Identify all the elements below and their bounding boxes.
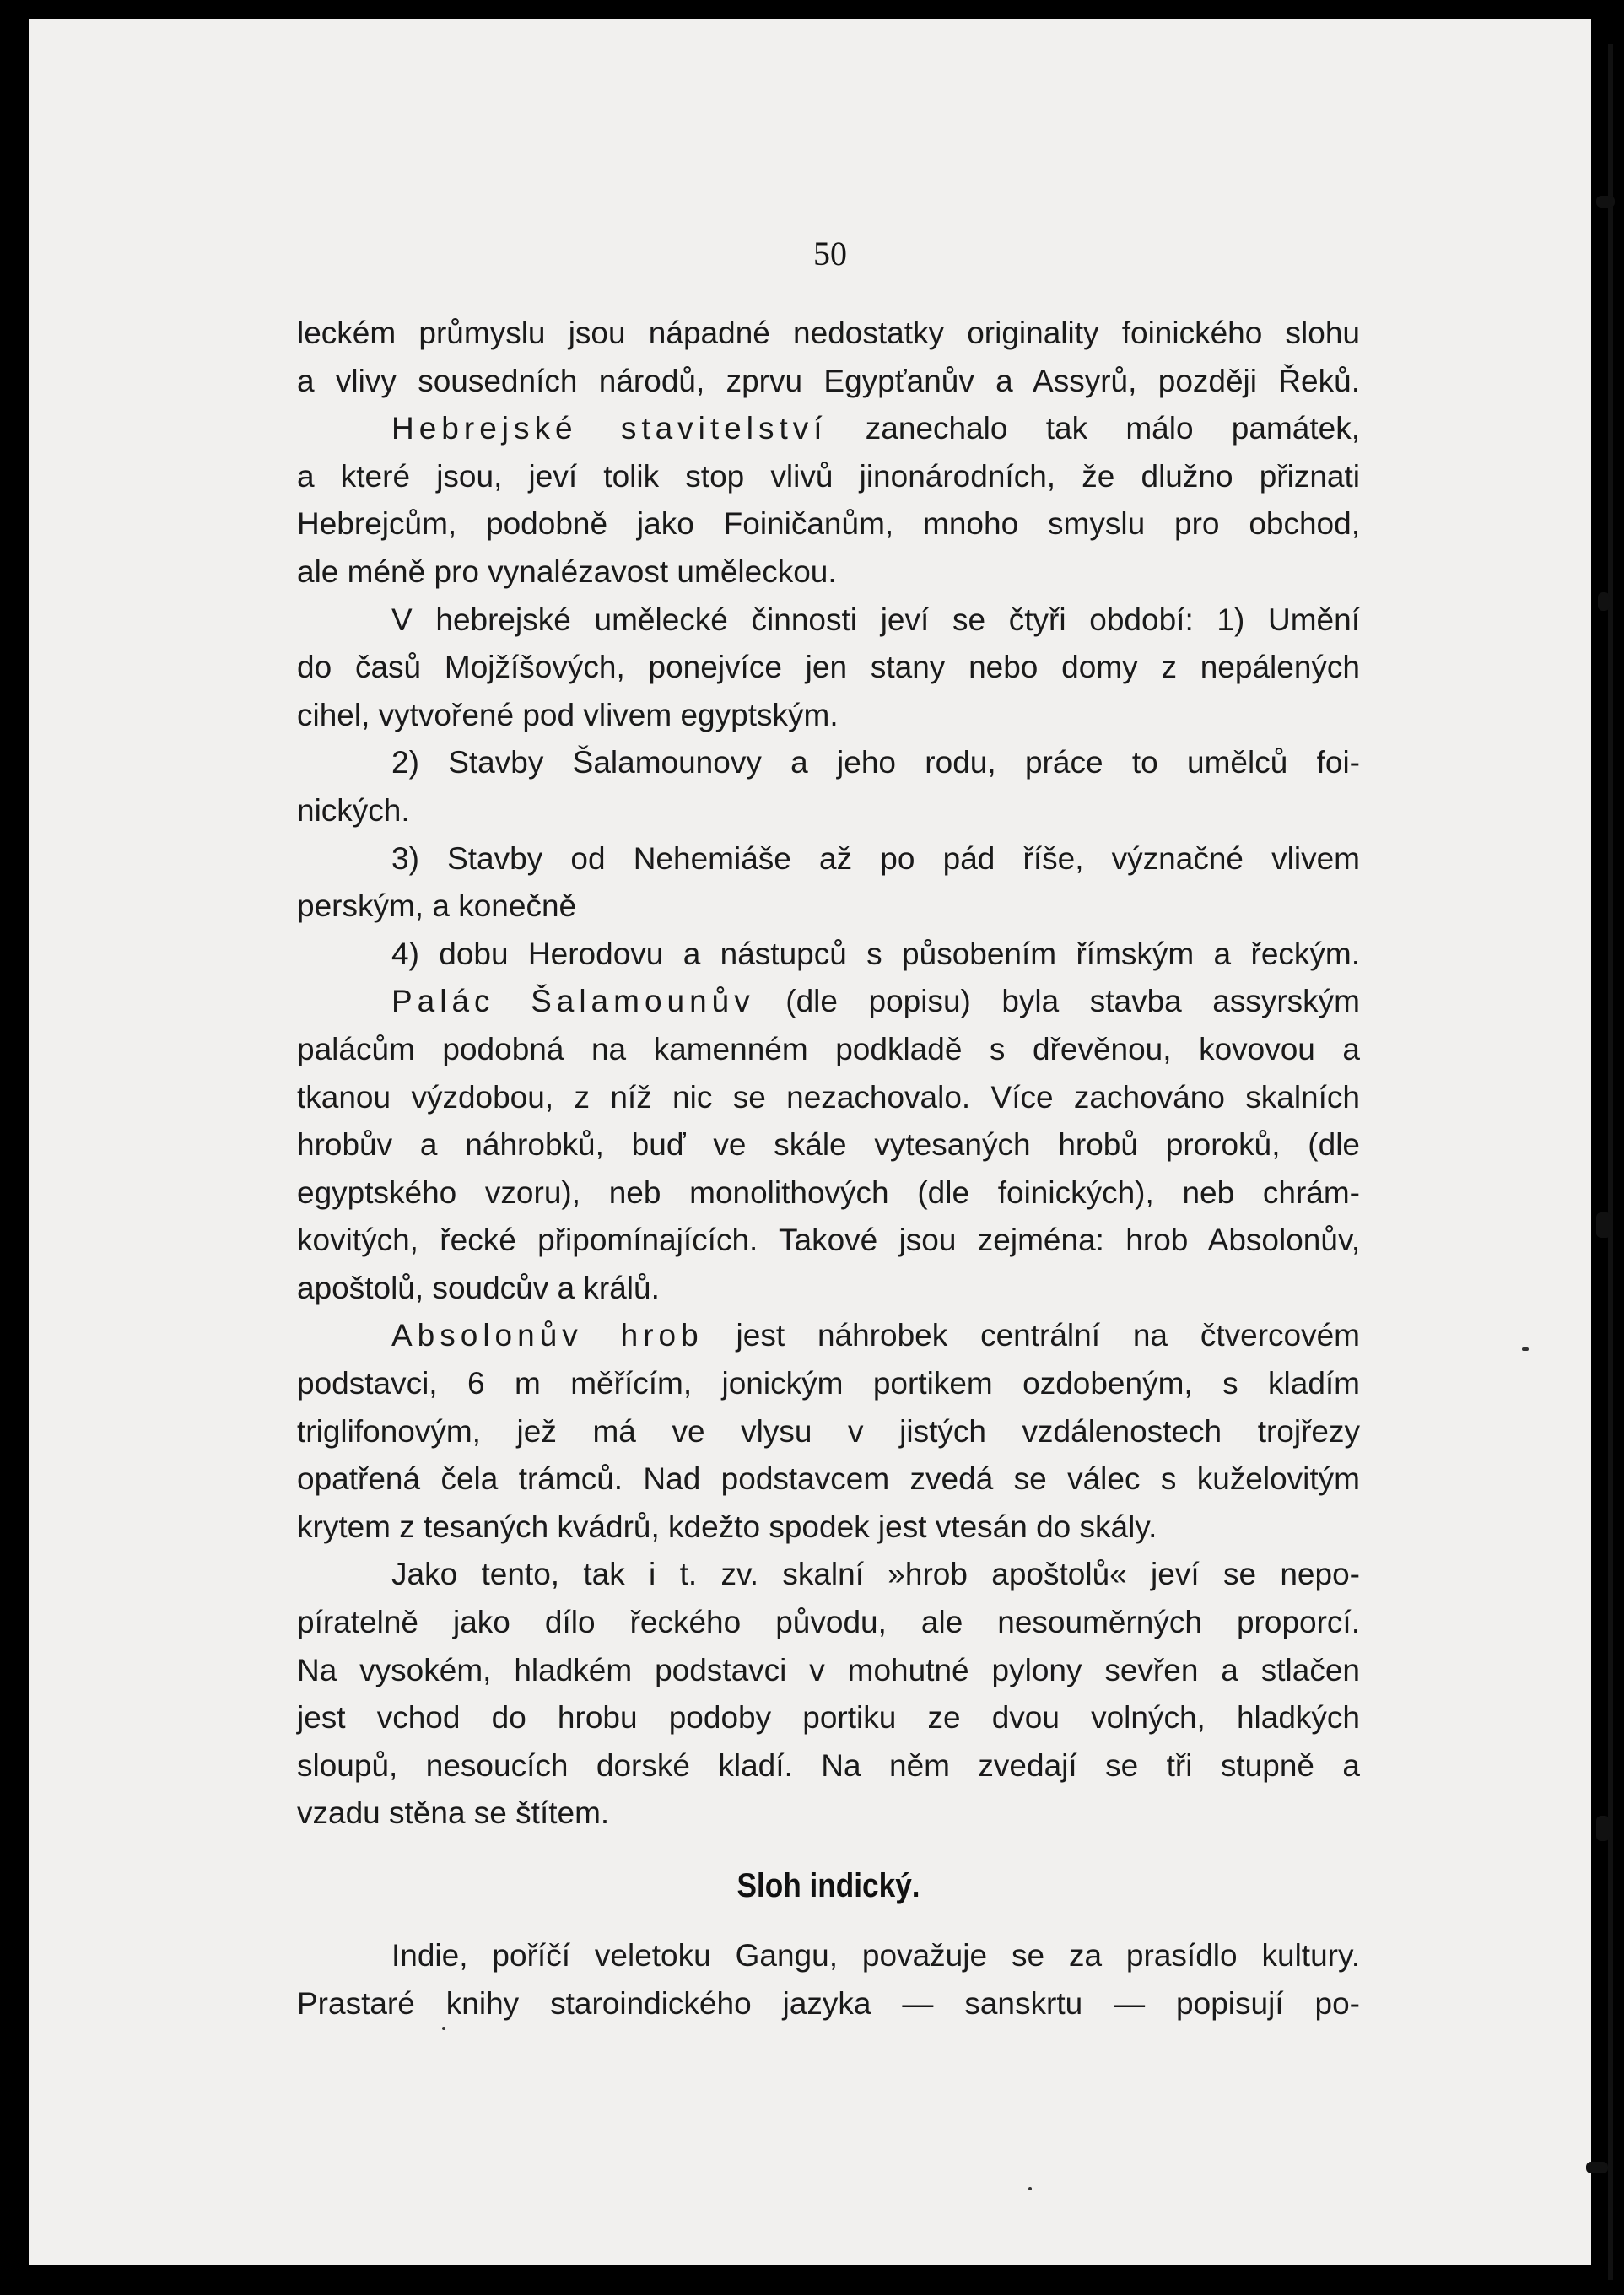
text-line: Indie, poříčí veletoku Gangu, považuje se za prasídlo kultury.	[391, 1938, 1360, 1973]
text-line: a které jsou, jeví tolik stop vlivů jinonárodních, že dlužno přiznati	[297, 458, 1360, 494]
text-line: V hebrejské umělecké činnosti jeví se čtyři období: 1) Umění	[391, 602, 1360, 637]
page-number: 50	[813, 235, 847, 273]
text-line: triglifonovým, jež má ve vlysu v jistých vzdálenostech trojřezy	[297, 1413, 1360, 1449]
text-line: nických.	[297, 792, 410, 828]
text-line: leckém průmyslu jsou nápadné nedostatky originality foinického slohu	[297, 316, 1360, 350]
spaced-emphasis: Palác Šalamounův	[391, 984, 755, 1019]
text-line: píratelně jako dílo řeckého původu, ale nesouměrných proporcí.	[297, 1605, 1360, 1640]
text-line: Hebrejcům, podobně jako Foiničanům, mnoho smyslu pro obchod,	[297, 506, 1360, 542]
text-line: Jako tento, tak i t. zv. skalní »hrob apoštolů« jeví se nepo-	[391, 1557, 1360, 1592]
text-run: zanechalo tak málo památek,	[827, 411, 1360, 446]
text-line: 4) dobu Herodovu a nástupců s působením římským a řeckým.	[391, 936, 1360, 971]
text-line	[297, 978, 1360, 1026]
text-line: 3) Stavby od Nehemiáše až po pád říše, význačné vlivem	[391, 840, 1360, 876]
spaced-emphasis: Absolonův hrob	[391, 1318, 704, 1353]
text-line: a vlivy sousedních národů, zprvu Egypťanův a Assyrů, později Řeků.	[297, 363, 1360, 398]
text-line: opatřená čela trámců. Nad podstavcem zvedá se válec s kuželovitým	[297, 1461, 1360, 1497]
text-line: jest vchod do hrobu podoby portiku ze dvou volných, hladkých	[297, 1700, 1360, 1736]
speck	[1522, 1347, 1529, 1351]
section-heading: Sloh indický.	[736, 1867, 920, 1904]
text-line	[297, 1312, 1360, 1360]
text-line: krytem z tesaných kvádrů, kdežto spodek jest vtesán do skály.	[297, 1509, 1157, 1544]
text-line: hrobův a náhrobků, buď ve skále vytesaných hrobů proroků, (dle	[297, 1127, 1360, 1163]
text-line: Na vysokém, hladkém podstavci v mohutné pylony sevřen a stlačen	[297, 1652, 1360, 1688]
text-line: vzadu stěna se štítem.	[297, 1796, 610, 1831]
text-run: jest náhrobek centrální na čtvercovém	[703, 1318, 1360, 1353]
edge-mark	[1586, 2162, 1608, 2174]
page-edge	[1608, 44, 1613, 2280]
text-line: ale méně pro vynalézavost uměleckou.	[297, 554, 837, 589]
edge-mark	[1596, 1212, 1611, 1238]
scanned-page	[29, 19, 1591, 2265]
spaced-emphasis: Hebrejské stavitelství	[391, 411, 828, 446]
text-line: sloupů, nesoucích dorské kladí. Na něm zvedají se tři stupně a	[297, 1747, 1360, 1783]
text-line: do časů Mojžíšových, ponejvíce jen stany nebo domy z nepálených	[297, 650, 1360, 685]
text-line: egyptského vzoru), neb monolithových (dle foinických), neb chrám-	[297, 1174, 1360, 1210]
text-line: palácům podobná na kamenném podkladě s dřevěnou, kovovou a	[297, 1031, 1360, 1066]
edge-mark	[1598, 592, 1610, 611]
text-line: tkanou výzdobou, z níž nic se nezachovalo. Více zachováno skalních	[297, 1079, 1360, 1115]
text-run: (dle popisu) byla stavba assyrským	[754, 984, 1360, 1019]
text-line: kovitých, řecké připomínajících. Takové jsou zejména: hrob Absolonův,	[297, 1223, 1360, 1258]
text-line: perským, a konečně	[297, 888, 577, 924]
text-line: podstavci, 6 m měřícím, jonickým portikem ozdobeným, s kladím	[297, 1366, 1360, 1401]
text-line: cihel, vytvořené pod vlivem egyptským.	[297, 697, 839, 732]
text-line: apoštolů, soudcův a králů.	[297, 1270, 660, 1305]
text-line: 2) Stavby Šalamounovy a jeho rodu, práce to umělců foi-	[391, 745, 1360, 780]
text-line	[297, 405, 1360, 453]
speck	[1028, 2187, 1032, 2190]
edge-mark	[1596, 1816, 1610, 1841]
body-text	[297, 310, 1360, 2028]
edge-mark	[1596, 196, 1615, 208]
text-line: Prastaré knihy staroindického jazyka — sanskrtu — popisují po-	[297, 1985, 1360, 2021]
